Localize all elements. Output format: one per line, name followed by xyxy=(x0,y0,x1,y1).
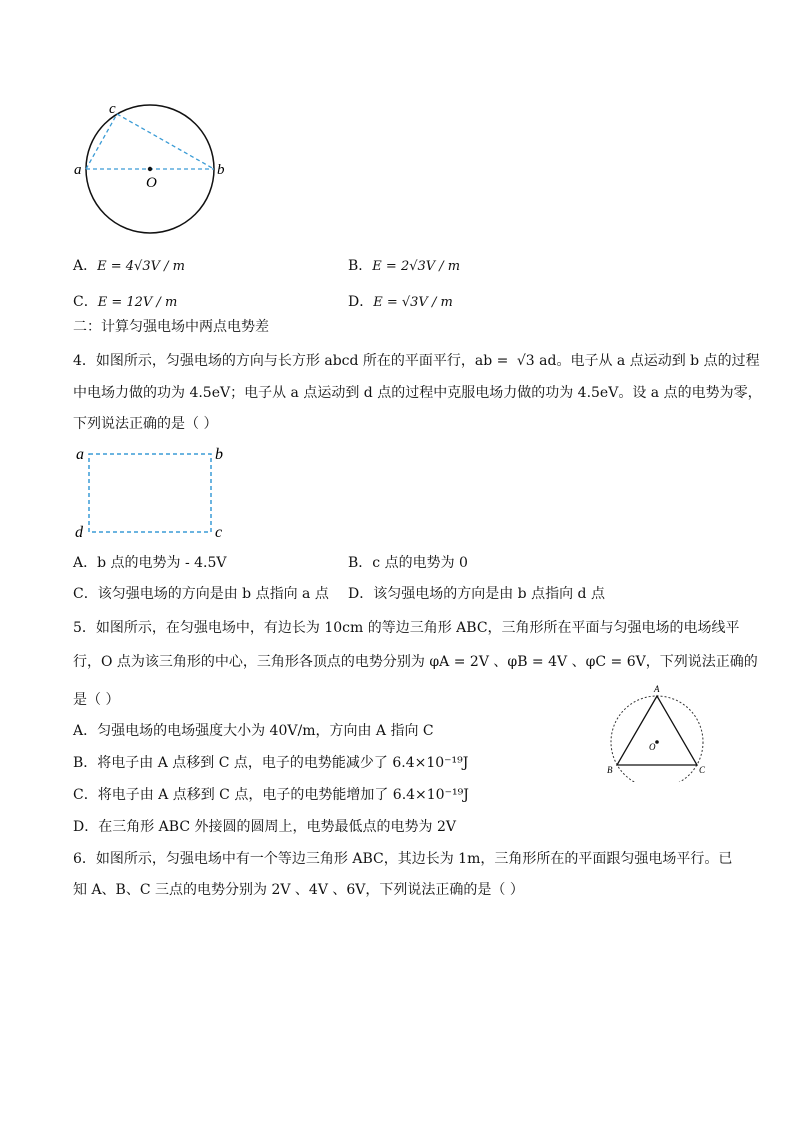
q5-line-1: 5．如图所示，在匀强电场中，有边长为 10cm 的等边三角形 ABC，三角形所在平面与匀强电场的电场线平 xyxy=(73,620,740,636)
q5-line-2: 行，O 点为该三角形的中心，三角形各顶点的电势分别为 φA = 2V 、φB = 4V 、φC = 6V，下列说法正确的 xyxy=(73,654,758,670)
section-title: 二：计算匀强电场中两点电势差 xyxy=(73,319,269,335)
rect-label-d: d xyxy=(75,524,83,541)
q5-option-c[interactable]: C．将电子由 A 点移到 C 点，电子的电势能增加了 6.4×10⁻¹⁹J xyxy=(73,787,469,803)
q5-option-a[interactable]: A．匀强电场的电场强度大小为 40V/m，方向由 A 指向 C xyxy=(73,723,434,739)
rect-label-c: c xyxy=(215,524,223,541)
label-b: b xyxy=(217,162,225,178)
q3-option-a[interactable]: A．E = 4√3V / m xyxy=(73,258,185,274)
q3-option-d[interactable]: D．E = √3V / m xyxy=(348,294,453,310)
rect-label-a: a xyxy=(76,446,84,463)
q5-line-3: 是（ ） xyxy=(73,692,120,708)
rect-label-b: b xyxy=(215,446,223,463)
circle-figure xyxy=(70,100,230,240)
q4-line-1: 4．如图所示，匀强电场的方向与长方形 abcd 所在的平面平行，ab = √3 ad。电子从 a 点运动到 b 点的过程 xyxy=(73,353,760,369)
rectangle-figure xyxy=(70,444,230,544)
q4-option-d[interactable]: D．该匀强电场的方向是由 b 点指向 d 点 xyxy=(348,586,605,602)
tri-label-a: A xyxy=(654,684,660,694)
q3-option-c[interactable]: C．E = 12V / m xyxy=(73,294,178,310)
label-o: O xyxy=(146,175,157,191)
label-c: c xyxy=(109,101,116,117)
q4-option-a[interactable]: A．b 点的电势为 - 4.5V xyxy=(73,555,227,571)
q3-option-b[interactable]: B．E = 2√3V / m xyxy=(348,258,461,274)
q6-line-1: 6．如图所示，匀强电场中有一个等边三角形 ABC，其边长为 1m，三角形所在的平面跟匀强电场平行。已 xyxy=(73,851,733,867)
q4-option-b[interactable]: B．c 点的电势为 0 xyxy=(348,555,468,571)
tri-label-o: O xyxy=(649,742,656,752)
triangle-figure xyxy=(604,682,712,782)
label-a: a xyxy=(74,162,82,178)
q5-option-b[interactable]: B．将电子由 A 点移到 C 点，电子的电势能减少了 6.4×10⁻¹⁹J xyxy=(73,755,469,771)
tri-label-b: B xyxy=(607,765,613,775)
q4-line-3: 下列说法正确的是（ ） xyxy=(73,416,218,432)
q5-option-d[interactable]: D．在三角形 ABC 外接圆的圆周上，电势最低点的电势为 2V xyxy=(73,819,456,835)
tri-label-c: C xyxy=(699,765,706,775)
q6-line-2: 知 A、B、C 三点的电势分别为 2V 、4V 、6V，下列说法正确的是（ ） xyxy=(73,882,524,898)
q4-option-c[interactable]: C．该匀强电场的方向是由 b 点指向 a 点 xyxy=(73,586,329,602)
q4-line-2: 中电场力做的功为 4.5eV；电子从 a 点运动到 d 点的过程中克服电场力做的功为 4.5eV。设 a 点的电势为零， xyxy=(73,385,762,401)
